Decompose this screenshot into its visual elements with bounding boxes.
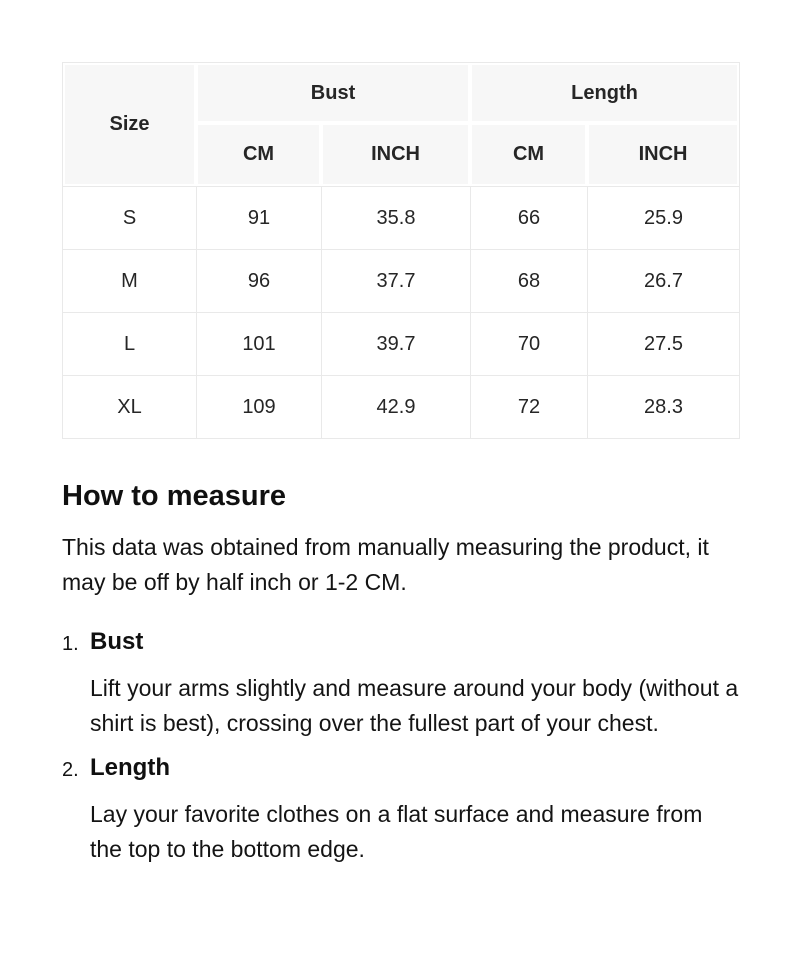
length-cm-cell: 68 bbox=[470, 249, 587, 312]
size-cell: S bbox=[63, 186, 196, 249]
table-row bbox=[63, 375, 739, 438]
bust-cm-cell: 91 bbox=[196, 186, 321, 249]
bust-inch-cell: 37.7 bbox=[321, 249, 470, 312]
header-length: Length bbox=[470, 63, 739, 123]
list-item-description: Lift your arms slightly and measure around your body (without a shirt is best), crossing over the fullest part of your chest. bbox=[90, 675, 739, 736]
length-inch-cell: 25.9 bbox=[587, 186, 739, 249]
how-to-measure-title: How to measure bbox=[62, 480, 286, 512]
measure-instructions-list bbox=[62, 627, 740, 875]
table-row bbox=[63, 312, 739, 375]
list-item-number: 2. bbox=[62, 759, 79, 781]
size-chart-table bbox=[63, 63, 739, 438]
list-item-body bbox=[90, 753, 740, 875]
size-cell: XL bbox=[63, 375, 196, 438]
header-bust-cm: CM bbox=[196, 123, 321, 186]
length-cm-cell: 70 bbox=[470, 312, 587, 375]
table-row bbox=[63, 249, 739, 312]
table-row bbox=[63, 186, 739, 249]
list-item-length bbox=[62, 753, 740, 875]
header-length-cm: CM bbox=[470, 123, 587, 186]
size-cell: L bbox=[63, 312, 196, 375]
bust-inch-cell: 42.9 bbox=[321, 375, 470, 438]
list-item-term: Bust bbox=[90, 628, 144, 655]
how-to-measure-intro: This data was obtained from manually measuring the product, it may be off by half inch or 1-2 CM. bbox=[62, 534, 709, 595]
bust-cm-cell: 109 bbox=[196, 375, 321, 438]
list-item-description: Lay your favorite clothes on a flat surface and measure from the top to the bottom edge. bbox=[90, 801, 703, 862]
header-size: Size bbox=[63, 63, 196, 186]
header-bust: Bust bbox=[196, 63, 470, 123]
length-inch-cell: 26.7 bbox=[587, 249, 739, 312]
header-length-inch: INCH bbox=[587, 123, 739, 186]
size-chart-table-container bbox=[62, 62, 740, 439]
length-cm-cell: 66 bbox=[470, 186, 587, 249]
length-inch-cell: 28.3 bbox=[587, 375, 739, 438]
size-cell: M bbox=[63, 249, 196, 312]
bust-inch-cell: 39.7 bbox=[321, 312, 470, 375]
bust-cm-cell: 96 bbox=[196, 249, 321, 312]
list-item-bust bbox=[62, 627, 740, 749]
length-cm-cell: 72 bbox=[470, 375, 587, 438]
bust-inch-cell: 35.8 bbox=[321, 186, 470, 249]
list-item-number: 1. bbox=[62, 633, 79, 655]
list-item-term: Length bbox=[90, 754, 170, 781]
list-item-body bbox=[90, 627, 740, 749]
length-inch-cell: 27.5 bbox=[587, 312, 739, 375]
header-bust-inch: INCH bbox=[321, 123, 470, 186]
bust-cm-cell: 101 bbox=[196, 312, 321, 375]
